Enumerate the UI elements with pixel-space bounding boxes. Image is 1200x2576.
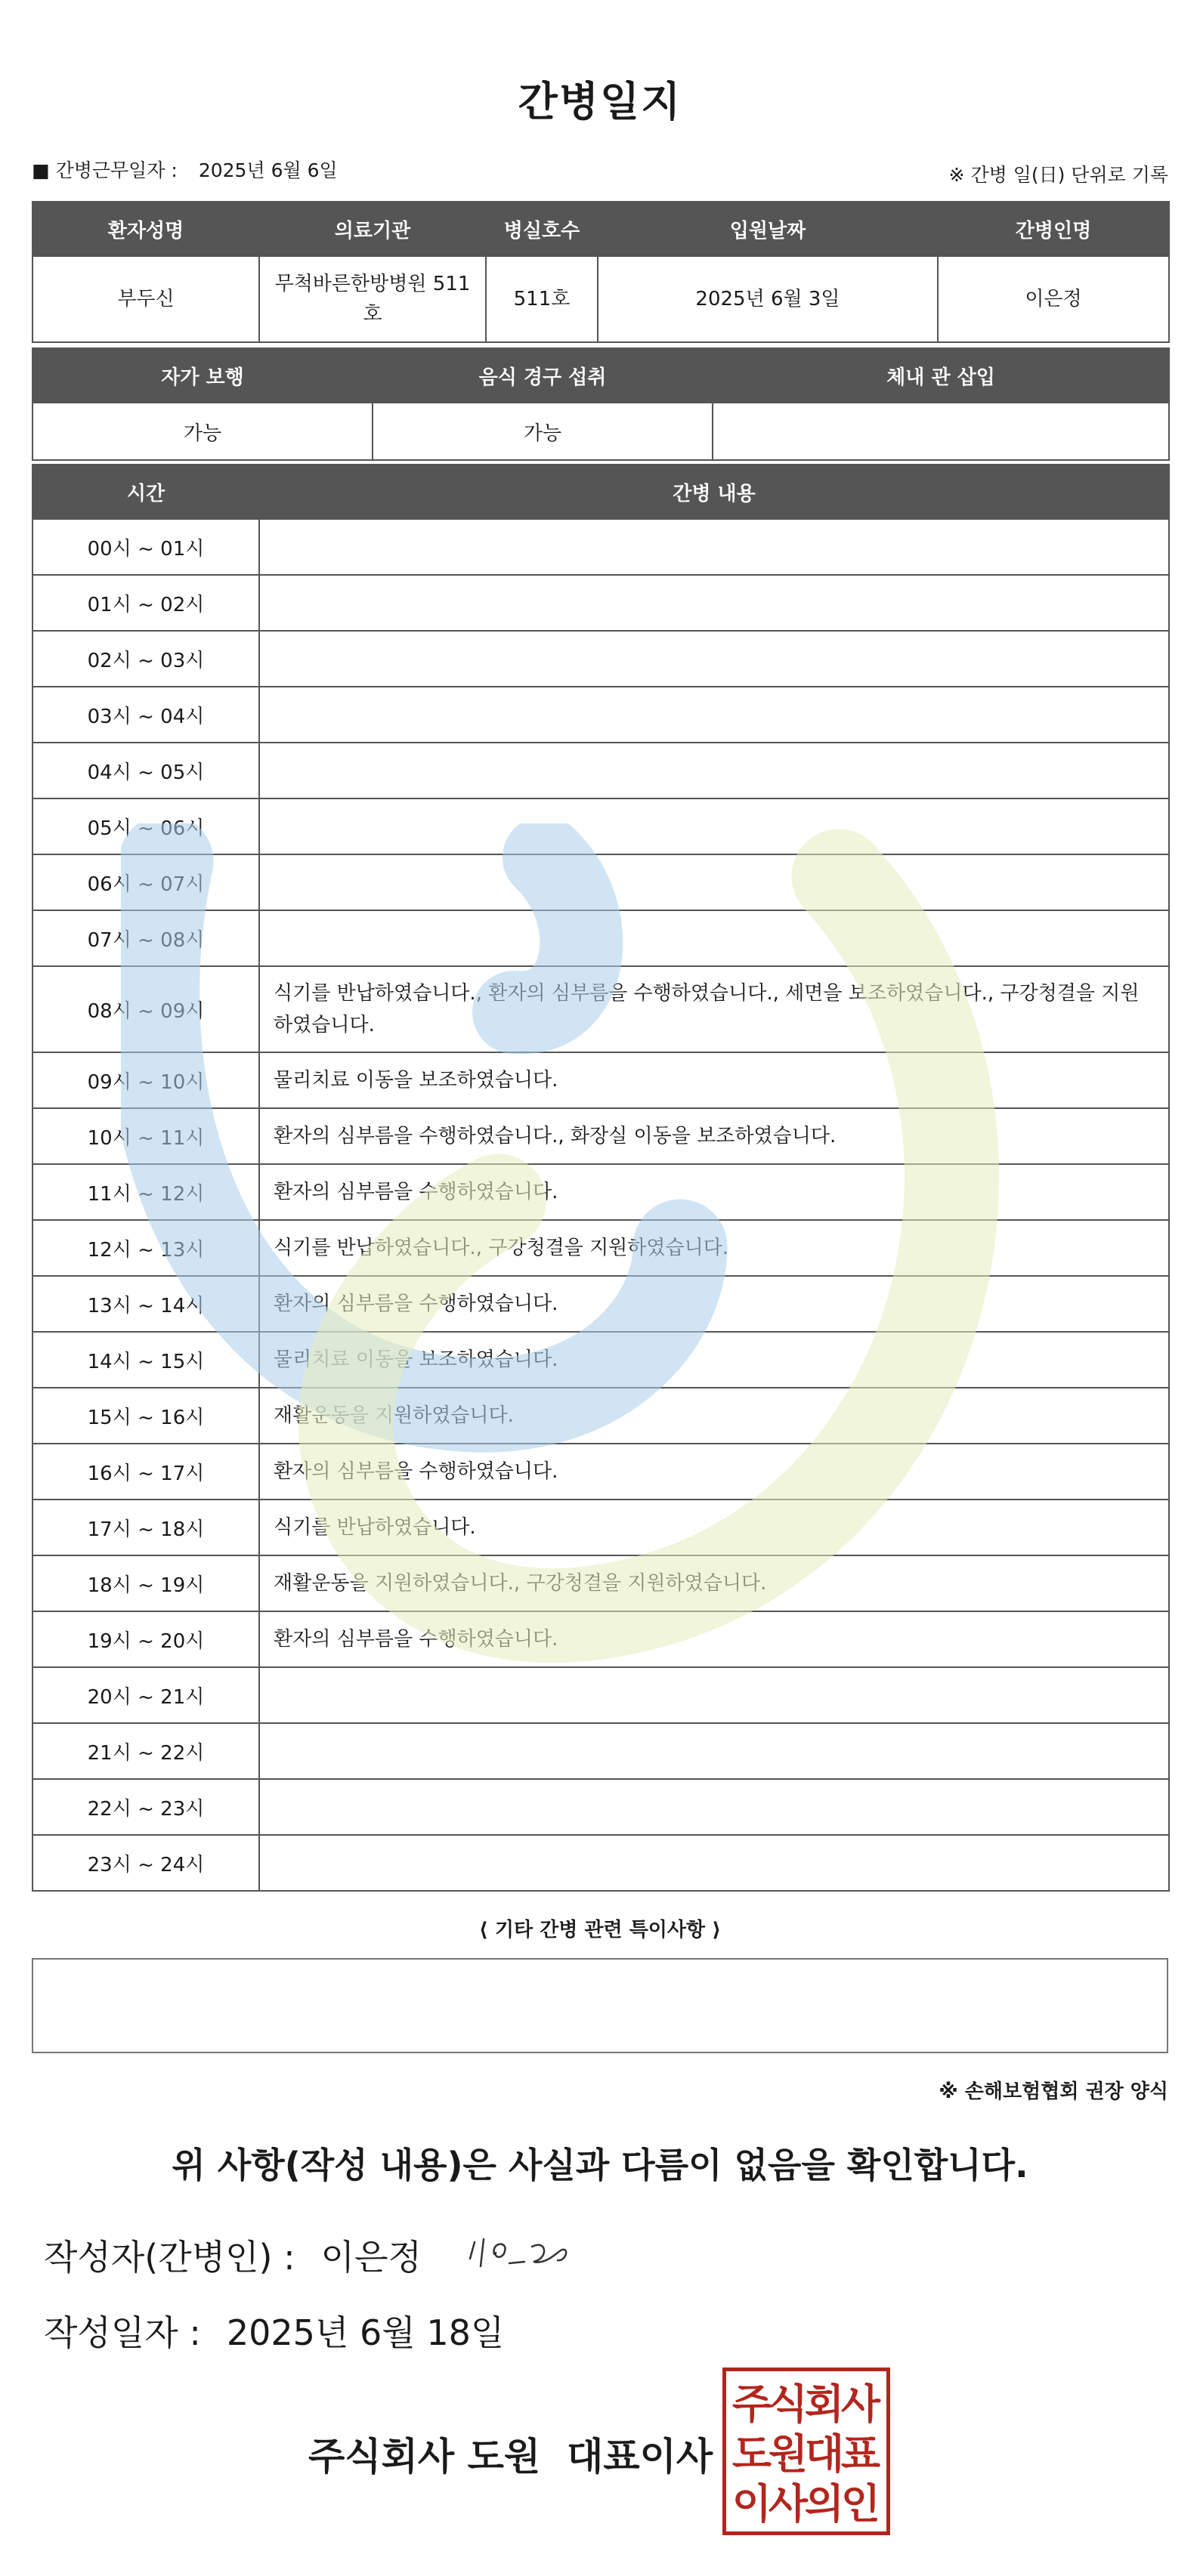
care-log-row <box>32 1332 1169 1388</box>
handwritten-signature-icon <box>464 2229 577 2281</box>
time-slot: 07시 ~ 08시 <box>32 910 259 966</box>
header-time: 시간 <box>32 465 259 519</box>
care-log-row <box>32 1723 1169 1779</box>
time-slot: 03시 ~ 04시 <box>32 687 259 743</box>
time-slot: 22시 ~ 23시 <box>32 1779 259 1835</box>
patient-info-header-row <box>32 202 1169 256</box>
time-slot: 04시 ~ 05시 <box>32 743 259 798</box>
care-log-table <box>32 464 1170 1892</box>
time-slot: 10시 ~ 11시 <box>32 1108 259 1164</box>
care-content: 재활운동을 지원하였습니다., 구강청결을 지원하였습니다. <box>259 1555 1169 1611</box>
care-content: 환자의 심부름을 수행하였습니다. <box>259 1164 1169 1220</box>
care-log-row <box>32 743 1169 798</box>
care-log-row <box>32 1052 1169 1108</box>
care-log-row <box>32 966 1169 1052</box>
company-seal-icon <box>722 2368 890 2535</box>
writer-line <box>44 2230 422 2280</box>
remarks-box <box>32 1958 1168 2053</box>
time-slot: 18시 ~ 19시 <box>32 1555 259 1611</box>
care-content <box>259 854 1169 910</box>
care-log-row <box>32 1164 1169 1220</box>
care-log-row <box>32 798 1169 854</box>
header-admission-date: 입원날짜 <box>598 202 938 256</box>
care-content: 물리치료 이동을 보조하였습니다. <box>259 1052 1169 1108</box>
care-content <box>259 1835 1169 1891</box>
care-content <box>259 687 1169 743</box>
time-slot: 05시 ~ 06시 <box>32 798 259 854</box>
time-slot: 02시 ~ 03시 <box>32 631 259 687</box>
time-slot: 13시 ~ 14시 <box>32 1276 259 1332</box>
care-content: 식기를 반납하였습니다., 환자의 심부름을 수행하였습니다., 세면을 보조하였습니다., 구강청결을 지원하였습니다. <box>259 966 1169 1052</box>
care-content: 식기를 반납하였습니다., 구강청결을 지원하였습니다. <box>259 1220 1169 1276</box>
care-content <box>259 575 1169 631</box>
header-hospital: 의료기관 <box>259 202 486 256</box>
care-log-row <box>32 1444 1169 1500</box>
care-content <box>259 743 1169 798</box>
time-slot: 00시 ~ 01시 <box>32 519 259 575</box>
written-date-value: 2025년 6월 18일 <box>226 2312 505 2353</box>
care-content: 재활운동을 지원하였습니다. <box>259 1388 1169 1444</box>
svg-text:주: 주 <box>731 2380 772 2428</box>
time-slot: 19시 ~ 20시 <box>32 1611 259 1667</box>
header-caregiver-name: 간병인명 <box>938 202 1169 256</box>
svg-text:대: 대 <box>804 2430 845 2478</box>
time-slot: 14시 ~ 15시 <box>32 1332 259 1388</box>
care-content: 환자의 심부름을 수행하였습니다. <box>259 1444 1169 1500</box>
care-log-row <box>32 1276 1169 1332</box>
care-content <box>259 1723 1169 1779</box>
writer-label: 작성자(간병인) : <box>44 2237 295 2278</box>
written-date-label: 작성일자 : <box>44 2312 201 2353</box>
svg-text:이: 이 <box>731 2480 772 2528</box>
document-title: 간병일지 <box>518 78 682 125</box>
confirmation-statement: 위 사항(작성 내용)은 사실과 다름이 없음을 확인합니다. <box>172 2145 1028 2185</box>
svg-text:표: 표 <box>840 2430 881 2478</box>
patient-status-value-row <box>32 403 1169 460</box>
time-slot: 09시 ~ 10시 <box>32 1052 259 1108</box>
svg-text:인: 인 <box>840 2480 881 2528</box>
header-patient-name: 환자성명 <box>32 202 259 256</box>
company-representative: 주식회사 도원 대표이사 <box>308 2435 713 2479</box>
association-note: ※ 손해보험협회 권장 양식 <box>939 2080 1168 2103</box>
time-slot: 16시 ~ 17시 <box>32 1444 259 1500</box>
care-log-row <box>32 1108 1169 1164</box>
care-log-row <box>32 519 1169 575</box>
work-date-value: 2025년 6월 6일 <box>198 159 338 181</box>
care-content: 물리치료 이동을 보조하였습니다. <box>259 1332 1169 1388</box>
care-content: 환자의 심부름을 수행하였습니다. <box>259 1276 1169 1332</box>
svg-text:식: 식 <box>768 2380 809 2428</box>
care-content <box>259 519 1169 575</box>
work-date-label: ■ 간병근무일자 : <box>32 159 178 181</box>
care-log-row <box>32 1555 1169 1611</box>
time-slot: 20시 ~ 21시 <box>32 1667 259 1723</box>
care-content: 환자의 심부름을 수행하였습니다., 화장실 이동을 보조하였습니다. <box>259 1108 1169 1164</box>
time-slot: 17시 ~ 18시 <box>32 1500 259 1555</box>
care-content <box>259 1779 1169 1835</box>
time-slot: 23시 ~ 24시 <box>32 1835 259 1891</box>
care-log-row <box>32 1611 1169 1667</box>
patient-info-table <box>32 201 1170 343</box>
care-log-header-row <box>32 465 1169 519</box>
work-date <box>32 156 338 183</box>
self-walking-value: 가능 <box>32 403 373 460</box>
svg-text:도: 도 <box>731 2430 772 2478</box>
care-content: 환자의 심부름을 수행하였습니다. <box>259 1611 1169 1667</box>
care-log-row <box>32 1388 1169 1444</box>
svg-text:사: 사 <box>768 2480 809 2528</box>
time-slot: 06시 ~ 07시 <box>32 854 259 910</box>
header-room: 병실호수 <box>486 202 598 256</box>
time-slot: 08시 ~ 09시 <box>32 966 259 1052</box>
svg-text:원: 원 <box>768 2430 809 2478</box>
patient-status-header-row <box>32 348 1169 403</box>
unit-note: ※ 간병 일(日) 단위로 기록 <box>948 164 1168 186</box>
svg-text:의: 의 <box>804 2480 845 2528</box>
care-content: 식기를 반납하였습니다. <box>259 1500 1169 1555</box>
header-care-content: 간병 내용 <box>259 465 1169 519</box>
written-date-line <box>44 2306 504 2355</box>
care-log-row <box>32 1500 1169 1555</box>
svg-text:회: 회 <box>804 2380 845 2428</box>
time-slot: 01시 ~ 02시 <box>32 575 259 631</box>
care-content <box>259 631 1169 687</box>
care-log-row <box>32 1835 1169 1891</box>
header-tube-insertion: 체내 관 삽입 <box>713 348 1169 403</box>
care-content <box>259 1667 1169 1723</box>
patient-name: 부두신 <box>32 256 259 342</box>
care-log-row <box>32 910 1169 966</box>
care-content <box>259 910 1169 966</box>
admission-date: 2025년 6월 3일 <box>598 256 938 342</box>
care-log-row <box>32 575 1169 631</box>
room-number: 511호 <box>486 256 598 342</box>
header-self-walking: 자가 보행 <box>32 348 373 403</box>
time-slot: 21시 ~ 22시 <box>32 1723 259 1779</box>
meta-row <box>32 156 1168 186</box>
svg-text:사: 사 <box>840 2380 881 2428</box>
caregiver-name: 이은정 <box>938 256 1169 342</box>
care-log-row <box>32 687 1169 743</box>
care-log-row <box>32 854 1169 910</box>
care-log-row <box>32 631 1169 687</box>
remarks-title: ⟨ 기타 간병 관련 특이사항 ⟩ <box>478 1919 722 1941</box>
hospital-name: 무척바른한방병원 511호 <box>259 256 486 342</box>
patient-status-table <box>32 347 1170 461</box>
care-log-row <box>32 1779 1169 1835</box>
time-slot: 11시 ~ 12시 <box>32 1164 259 1220</box>
care-log-row <box>32 1220 1169 1276</box>
oral-intake-value: 가능 <box>373 403 713 460</box>
patient-info-value-row <box>32 256 1169 342</box>
care-content <box>259 798 1169 854</box>
care-log-row <box>32 1667 1169 1723</box>
time-slot: 15시 ~ 16시 <box>32 1388 259 1444</box>
writer-name: 이은정 <box>320 2237 422 2278</box>
time-slot: 12시 ~ 13시 <box>32 1220 259 1276</box>
header-oral-intake: 음식 경구 섭취 <box>373 348 713 403</box>
tube-insertion-value <box>713 403 1169 460</box>
